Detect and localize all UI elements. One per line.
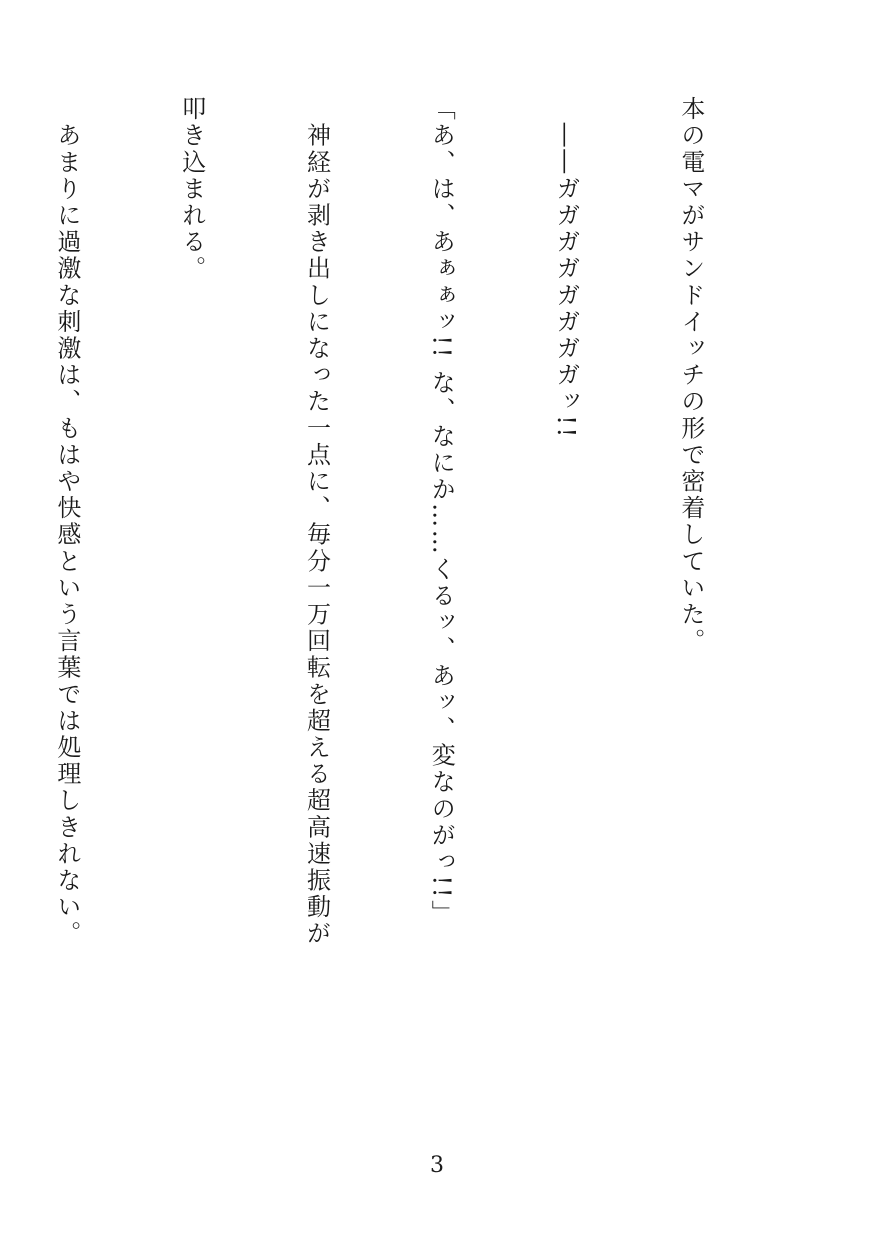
text-line: 神経が剥き出しになった一点に、毎分一万回転を超える超高速振動が	[302, 96, 331, 948]
text-line: あまりに過激な刺激は、もはや快感という言葉では処理しきれない。	[52, 96, 81, 948]
page-number: 3	[430, 1153, 444, 1178]
text-line: 本の電マがサンドイッチの形で密着していた。	[676, 96, 705, 655]
text-line: 叩き込まれる。	[177, 96, 206, 283]
text-line: 「あ、は、あぁぁッ!! な、なにか……くるッ、あッ、変なのがっ!!」	[427, 96, 456, 927]
text-line: ――ガガガガガガガガッ!!	[552, 96, 581, 440]
vertical-text-body	[52, 96, 794, 1156]
